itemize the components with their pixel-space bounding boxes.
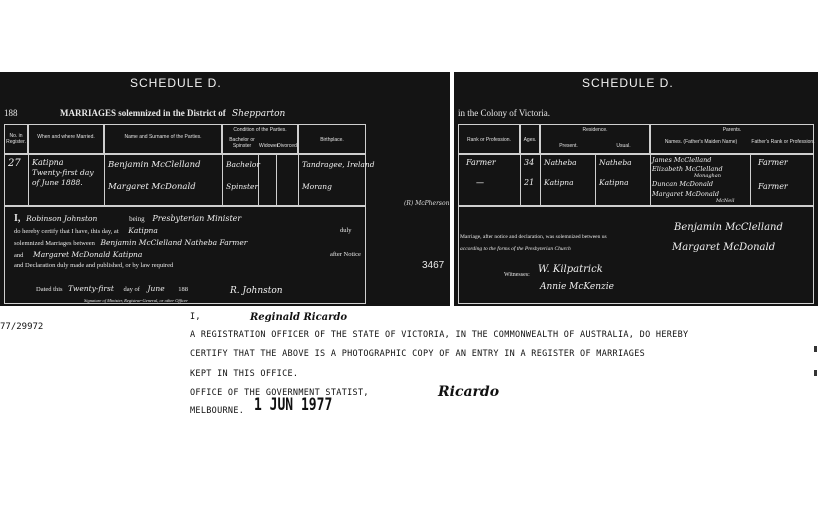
city-name: MELBOURNE. [190,406,245,416]
usual-residence-2: Katipna [599,178,629,187]
condition-1: Bachelor [226,160,260,169]
cert-line-3: solemnized Marriages between Benjamin McClelland Natheba Farmer [14,238,248,247]
cert-after-notice: after Notice [330,251,361,258]
left-heading [60,108,285,119]
father-profession-2: Farmer [758,182,788,191]
witness-2: Annie McKenzie [540,282,614,292]
signature-caption: Signature of Minister, Registrar-General, or other Officer [84,298,188,303]
bride-signature: Margaret McDonald [672,242,776,253]
col-header-birthplace: Birthplace. [298,124,366,154]
party-1-name: Benjamin McClelland [108,160,201,170]
parent-1: James McClelland [652,156,712,164]
cert-text-line-3: KEPT IN THIS OFFICE. [190,369,299,379]
cert-text-line-1: A REGISTRATION OFFICER OF THE STATE OF VICTORIA, IN THE COMMONWEALTH OF AUSTRALIA, DO HEREBY [190,330,689,340]
cert-line-4: and Margaret McDonald Katipna [14,250,143,259]
col-header-condition: Condition of the Parties. Bachelor or Spinster Widower Divorced [222,124,298,154]
cert-duly: duly [340,227,352,234]
birthplace-2: Morang [302,182,332,191]
age-1: 34 [524,158,535,167]
left-register-page [0,72,450,306]
reference-number: 77/29972 [0,322,44,332]
cert-dated: Dated this Twenty-first day of June 188 [36,284,189,293]
cert-text-line-2: CERTIFY THAT THE ABOVE IS A PHOTOGRAPHIC COPY OF AN ENTRY IN A REGISTER OF MARRIAGES [190,349,646,359]
col-header-names: Name and Surname of the Parties. [104,124,222,154]
right-schedule-title: SCHEDULE D. [582,76,674,90]
officer-name: Reginald Ricardo [250,312,348,323]
margin-mark [814,370,817,376]
entry-place: Katipna [32,158,64,167]
according-text: according to the forms of the Presbyterian Church [460,246,571,252]
right-signature-block [458,206,814,304]
father-profession-1: Farmer [758,158,788,167]
witness-1: W. Kilpatrick [538,264,603,275]
marriage-after-text: Marriage, after notice and declaration, was solemnized between us [460,234,607,240]
right-register-page [454,72,818,306]
parent-2-maiden: Monaghan [694,173,721,179]
right-heading: in the Colony of Victoria. [458,108,551,118]
groom-signature: Benjamin McClelland [674,222,783,233]
col-header-rank: Rank or Profession. [458,124,520,154]
left-schedule-title: SCHEDULE D. [130,76,222,90]
cert-I: I, [190,312,201,322]
cert-line-2: do hereby certify that I have, this day, at Katipna [14,226,158,235]
rank-1: Farmer [466,158,496,167]
present-residence-2: Katipna [544,178,574,187]
district-name: Shepparton [232,109,286,119]
gutter-stamp: (R) McPherson [404,200,450,207]
cert-line-5: and Declaration duly made and published, or by law required [14,262,174,269]
col-header-ages: Ages. [520,124,540,154]
witness-label: Witnesses: [504,272,530,278]
heading-prefix: MARRIAGES solemnized in the District of [60,108,226,118]
parent-4: Margaret McDonald [652,190,720,198]
col-header-residence: Residence. Present. Usual. [540,124,650,154]
age-2: 21 [524,178,535,187]
issue-date-stamp: 1 JUN 1977 [254,395,333,416]
col-header-when: When and where Married. [28,124,104,154]
present-residence-1: Natheba [544,158,577,167]
birthplace-1: Tandragee, Ireland [302,160,375,169]
cert-line-1: I, Robinson Johnston being Presbyterian Minister [14,213,242,224]
party-2-name: Margaret McDonald [108,182,196,192]
col-header-parents: Parents. Names. (Father's Maiden Name) Father's Rank or Profession. [650,124,814,154]
margin-mark [814,346,817,352]
minister-signature: R. Johnston [230,286,283,296]
page-number: 188 [4,108,18,118]
parent-4-maiden: McNeil [716,198,735,204]
office-name: OFFICE OF THE GOVERNMENT STATIST, [190,388,369,398]
rank-2: — [476,178,484,187]
usual-residence-1: Natheba [599,158,632,167]
col-header-no: No. in Register. [4,124,28,154]
parent-2: Elizabeth McClelland [652,165,723,173]
register-number: 3467 [422,260,445,271]
parent-3: Duncan McDonald [652,180,714,188]
condition-2: Spinster [226,182,259,191]
registrar-signature: Ricardo [438,384,500,400]
entry-date: Twenty-first day of June 1888. [32,168,94,187]
entry-number: 27 [8,158,21,169]
certificate-block [190,312,689,422]
